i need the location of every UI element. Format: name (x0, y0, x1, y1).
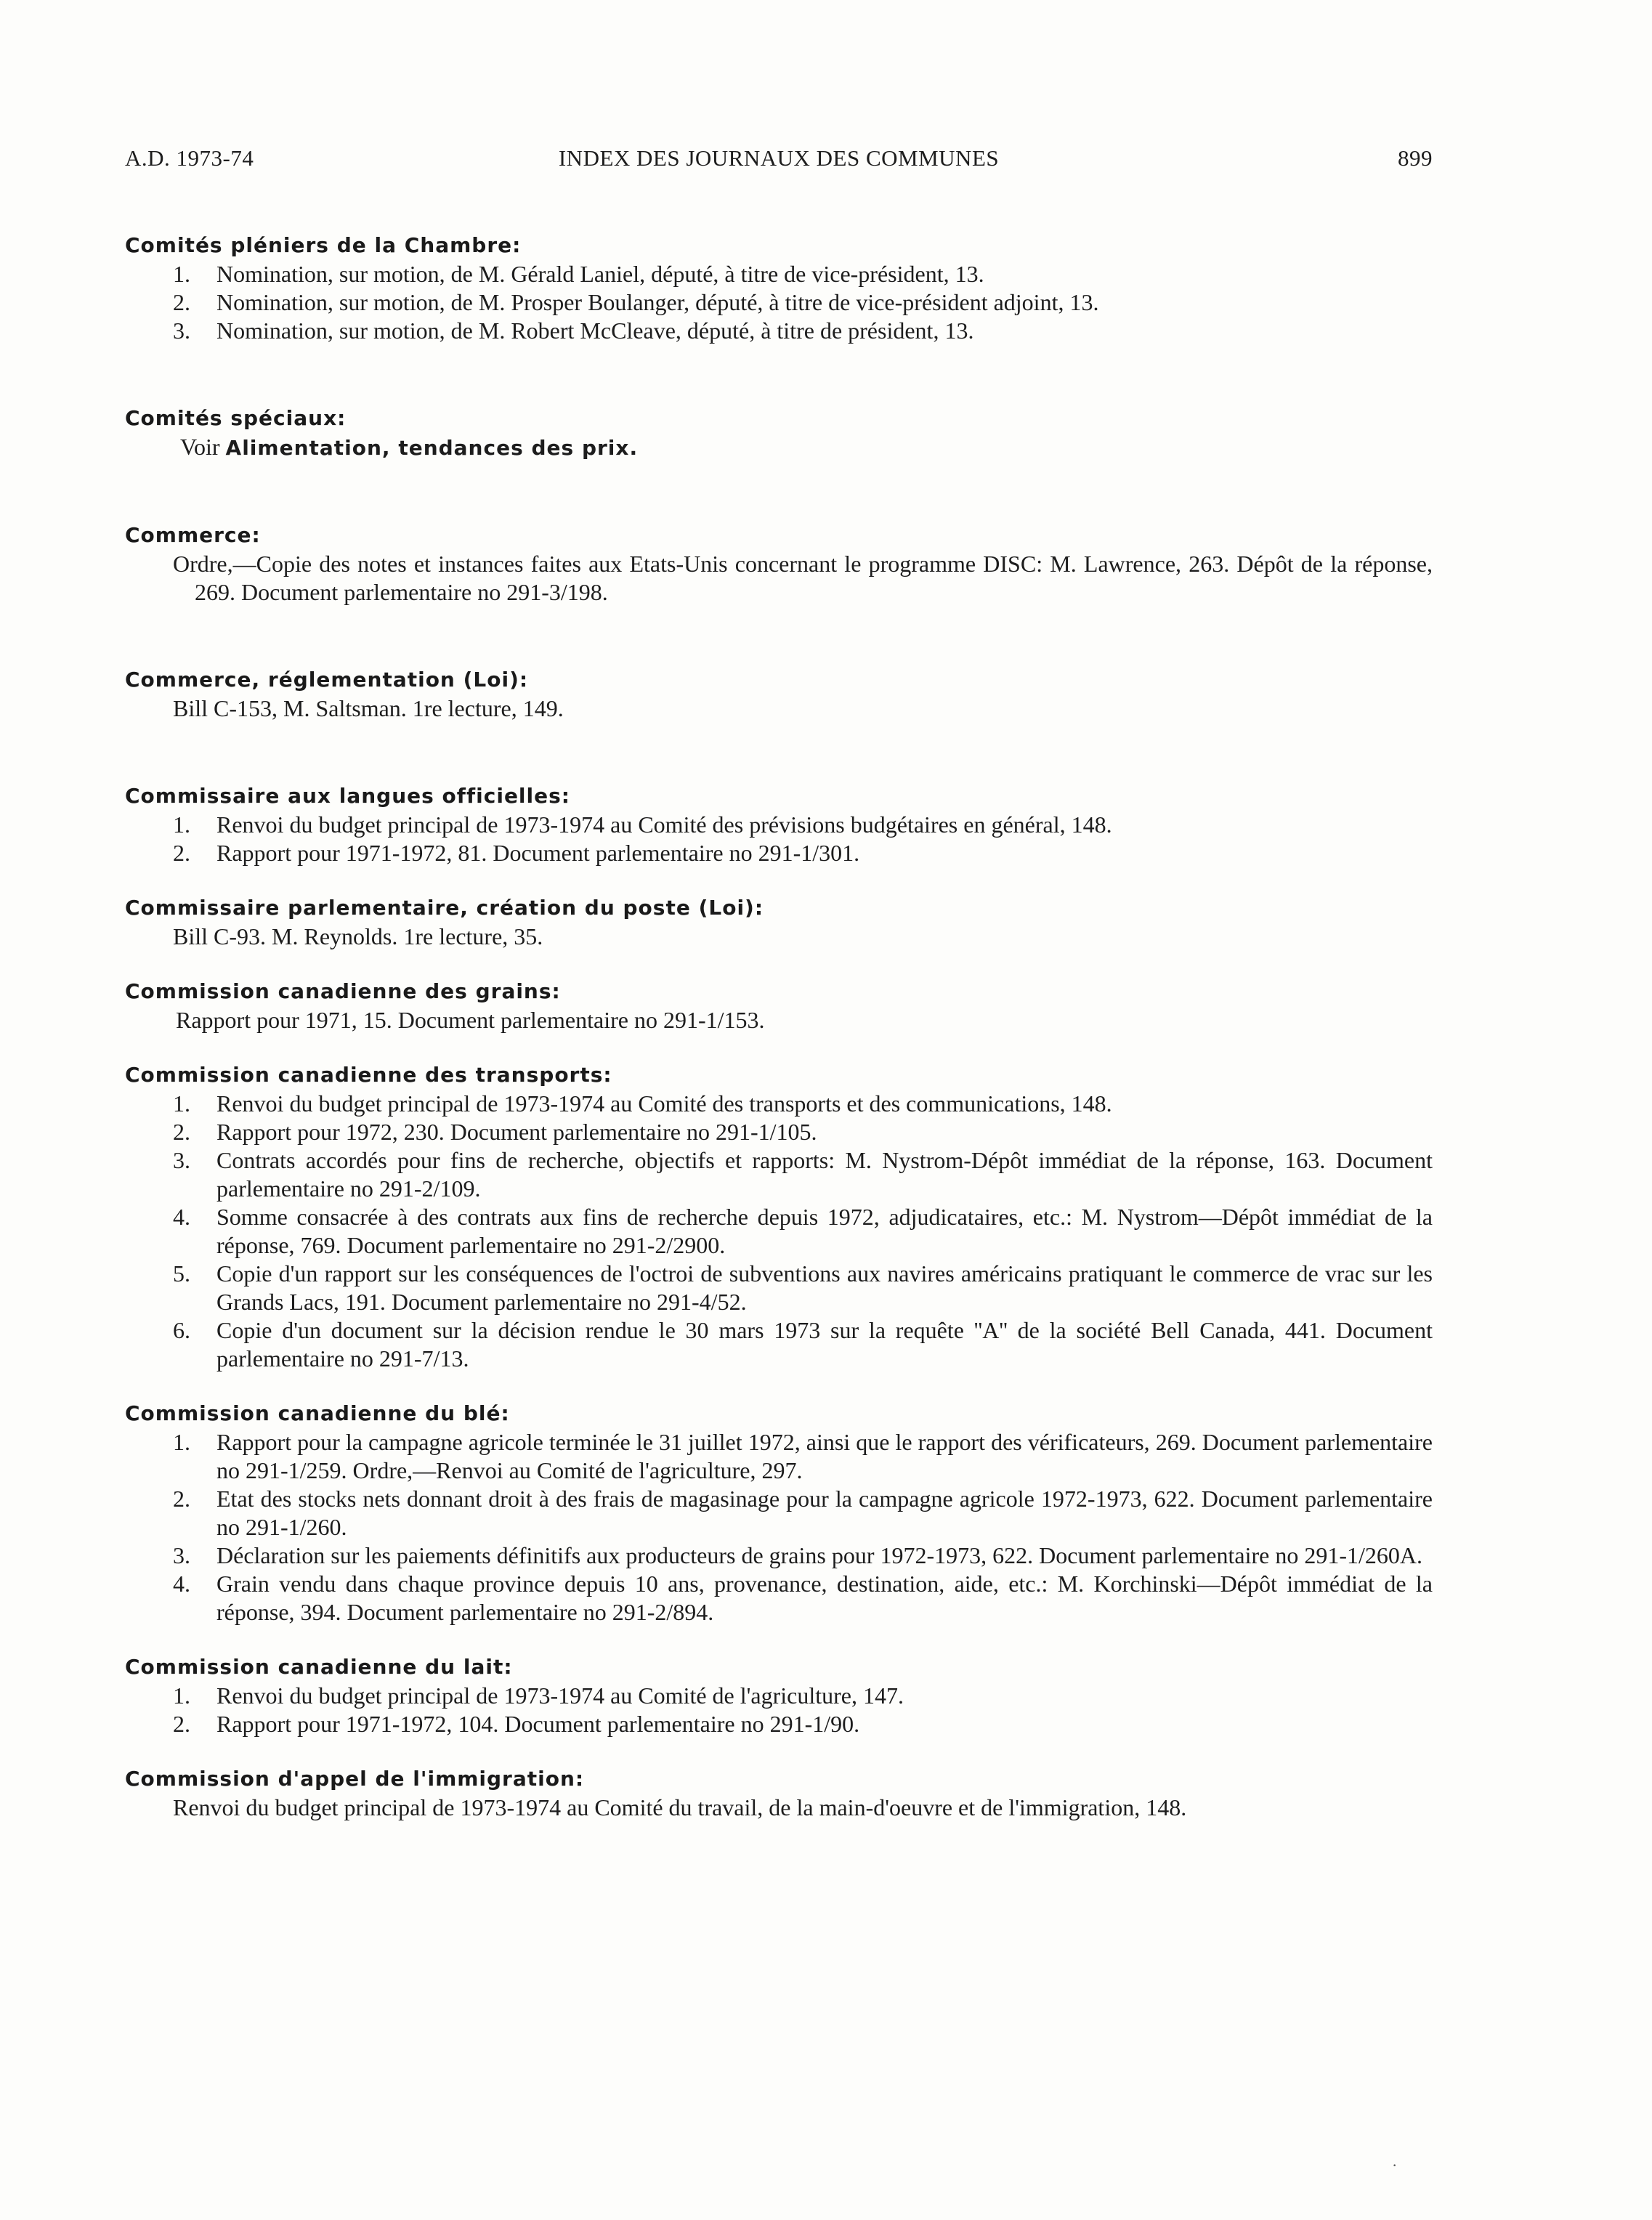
item-number: 1. (173, 1429, 190, 1455)
entry-item-list (125, 811, 1433, 867)
item-text: Rapport pour 1971-1972, 81. Document parlementaire no 291-1/301. (216, 840, 860, 866)
list-item (125, 1542, 1433, 1570)
index-entry (125, 665, 1433, 723)
running-head-year: A.D. 1973-74 (125, 145, 254, 171)
item-number: 1. (173, 1090, 190, 1117)
item-text: Nomination, sur motion, de M. Prosper Boulanger, député, à titre de vice-président adjoint, 13. (216, 289, 1099, 315)
entry-heading: Commission canadienne des grains: (125, 979, 561, 1003)
entry-text: Bill C-93. M. Reynolds. 1re lecture, 35. (173, 923, 543, 949)
item-number: 4. (173, 1571, 190, 1597)
entry-text: Renvoi du budget principal de 1973-1974 au Comité du travail, de la main-d'oeuvre et de l'immigration, 148. (173, 1794, 1187, 1820)
entry-item-list (125, 1428, 1433, 1626)
item-number: 2. (173, 289, 190, 315)
scan-speck: · (1392, 2156, 1398, 2174)
item-text: Renvoi du budget principal de 1973-1974 au Comité de l'agriculture, 147. (216, 1682, 904, 1709)
index-entry (125, 782, 1433, 867)
item-text: Rapport pour 1972, 230. Document parlementaire no 291-1/105. (216, 1119, 817, 1145)
item-number: 1. (173, 811, 190, 838)
item-number: 1. (173, 261, 190, 287)
voir-label: Voir (180, 434, 220, 460)
item-text: Etat des stocks nets donnant droit à des frais de magasinage pour la campagne agricole 1972-1973, 622. Document parlementaire no 291-1/260. (216, 1486, 1433, 1540)
entry-item-list (125, 260, 1433, 345)
index-entry (125, 1765, 1433, 1822)
item-text: Rapport pour la campagne agricole terminée le 31 juillet 1972, ainsi que le rapport des vérificateurs, 269. Document parlementaire no 291-1/259. Ordre,—Renvoi au Comité de l'agriculture, 297. (216, 1429, 1433, 1483)
item-number: 1. (173, 1682, 190, 1709)
running-head-title: INDEX DES JOURNAUX DES COMMUNES (558, 145, 1000, 171)
list-item (125, 1260, 1433, 1316)
list-item (125, 1428, 1433, 1485)
list-item (125, 839, 1433, 867)
entry-item-list (125, 1090, 1433, 1373)
index-entry (125, 1399, 1433, 1626)
item-text: Renvoi du budget principal de 1973-1974 au Comité des transports et des communications, 148. (216, 1090, 1112, 1117)
list-item (125, 1570, 1433, 1626)
item-text: Somme consacrée à des contrats aux fins de recherche depuis 1972, adjudicataires, etc.: M. Nystrom—Dépôt immédiat de la réponse, 769. Document parlementaire no 291-2/2900. (216, 1204, 1433, 1258)
entry-heading: Commerce, réglementation (Loi): (125, 668, 529, 692)
entry-heading: Commissaire parlementaire, création du poste (Loi): (125, 896, 764, 920)
page-number: 899 (1398, 145, 1433, 171)
item-number: 3. (173, 1542, 190, 1568)
list-item (125, 1090, 1433, 1118)
item-number: 2. (173, 840, 190, 866)
entry-heading: Commission canadienne des transports: (125, 1063, 612, 1087)
list-item (125, 1485, 1433, 1542)
item-text: Copie d'un document sur la décision rendue le 30 mars 1973 sur la requête ''A'' de la société Bell Canada, 441. Document parlementaire no 291-7/13. (216, 1317, 1433, 1372)
cross-reference-target: Alimentation, tendances des prix. (225, 436, 639, 460)
item-text: Nomination, sur motion, de M. Gérald Laniel, député, à titre de vice-président, 13. (216, 261, 984, 287)
entry-heading: Commission canadienne du blé: (125, 1401, 510, 1425)
item-number: 3. (173, 1147, 190, 1173)
item-number: 6. (173, 1317, 190, 1343)
list-item (125, 1146, 1433, 1203)
entry-heading: Commission canadienne du lait: (125, 1655, 513, 1679)
index-entry (125, 231, 1433, 345)
list-item (125, 1316, 1433, 1373)
entry-text: Bill C-153, M. Saltsman. 1re lecture, 149. (173, 695, 564, 721)
index-entry (125, 404, 1433, 462)
index-entry (125, 1061, 1433, 1373)
list-item (125, 1118, 1433, 1146)
item-text: Nomination, sur motion, de M. Robert McCleave, député, à titre de président, 13. (216, 317, 974, 344)
index-entry (125, 521, 1433, 607)
index-entry (125, 977, 1433, 1034)
item-text: Contrats accordés pour fins de recherche, objectifs et rapports: M. Nystrom-Dépôt immédiat de la réponse, 163. Document parlementaire no 291-2/109. (216, 1147, 1433, 1202)
index-entry (125, 1653, 1433, 1738)
list-item (125, 1710, 1433, 1738)
entry-heading: Commissaire aux langues officielles: (125, 784, 570, 808)
entry-heading: Commerce: (125, 523, 261, 547)
entry-heading: Comités pléniers de la Chambre: (125, 233, 522, 257)
index-entry (125, 894, 1433, 951)
entry-text: Rapport pour 1971, 15. Document parlementaire no 291-1/153. (176, 1007, 765, 1033)
entry-heading: Commission d'appel de l'immigration: (125, 1767, 585, 1791)
index-entries (125, 231, 1433, 1822)
list-item (125, 317, 1433, 345)
cross-reference (125, 433, 1433, 462)
list-item (125, 1203, 1433, 1260)
list-item (125, 260, 1433, 288)
item-number: 2. (173, 1711, 190, 1737)
item-number: 2. (173, 1486, 190, 1512)
item-text: Déclaration sur les paiements définitifs aux producteurs de grains pour 1972-1973, 622. Document parlementaire no 291-1/260A. (216, 1542, 1422, 1568)
list-item (125, 288, 1433, 317)
item-number: 4. (173, 1204, 190, 1230)
item-number: 2. (173, 1119, 190, 1145)
list-item (125, 811, 1433, 839)
entry-item-list (125, 1682, 1433, 1738)
item-text: Copie d'un rapport sur les conséquences de l'octroi de subventions aux navires américains pratiquant le commerce de vrac sur les Grands Lacs, 191. Document parlementaire no 291-4/52. (216, 1260, 1433, 1315)
item-number: 5. (173, 1260, 190, 1287)
list-item (125, 1682, 1433, 1710)
item-text: Rapport pour 1971-1972, 104. Document parlementaire no 291-1/90. (216, 1711, 860, 1737)
entry-text: Ordre,—Copie des notes et instances faites aux Etats-Unis concernant le programme DISC: M. Lawrence, 263. Dépôt de la réponse, 269. Document parlementaire no 291-3/198. (173, 551, 1433, 605)
item-text: Grain vendu dans chaque province depuis 10 ans, provenance, destination, aide, etc.: M. Korchinski—Dépôt immédiat de la réponse, 394. Document parlementaire no 291-2/894. (216, 1571, 1433, 1625)
entry-heading: Comités spéciaux: (125, 406, 347, 430)
item-text: Renvoi du budget principal de 1973-1974 au Comité des prévisions budgétaires en général, 148. (216, 811, 1112, 838)
item-number: 3. (173, 317, 190, 344)
